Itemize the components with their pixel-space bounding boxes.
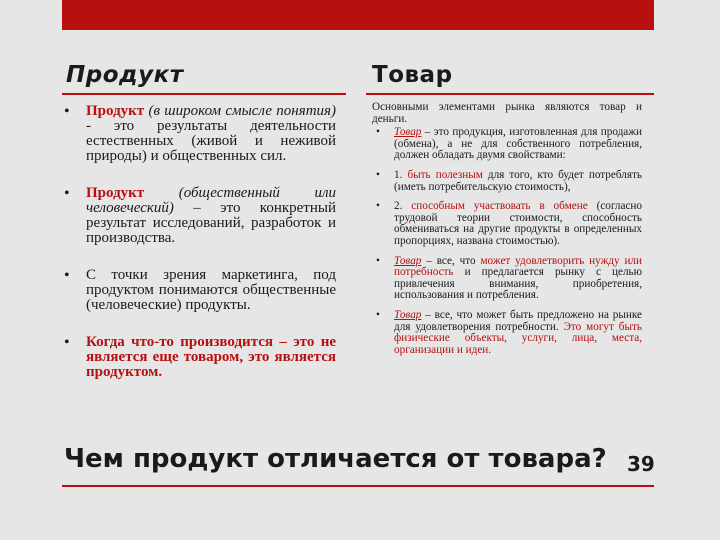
top-accent-bar [62,0,654,30]
slide-title: Чем продукт отличается от товара? [64,444,607,474]
left-list-item [64,104,336,164]
item-number: 2. [394,200,412,213]
right-column-title: Товар [372,62,453,88]
left-column-title: Продукт [66,62,184,88]
bullet-icon: • [64,267,70,284]
definition: – это конкретный результат исследований, разработок и производства. [86,200,336,246]
highlight: быть полезным [407,168,483,181]
bullet-icon: • [64,103,70,120]
highlight: может удовлетворить нужду или потребность [394,254,642,279]
definition: (согласно трудовой теории стоимости, способность обмениваться на другие продукты в определенных пропорциях, названа стоимостью). [394,200,642,247]
highlight: Это могут быть физические объекты, услуги, лица, места, организации и идеи. [394,320,642,356]
intro-text: Основными элементами рынка являются товар и деньги. [372,101,642,125]
bullet-icon: • [376,126,380,139]
bullet-icon: • [376,200,380,213]
definition: С точки зрения маркетинга, под продуктом понимаются общественные (человеческие) продукты. [86,267,336,313]
left-list [64,104,336,380]
left-list-item [64,268,336,313]
right-list-item [372,170,642,193]
page-number: 39 [627,452,655,476]
bullet-icon: • [64,185,70,202]
bullet-icon: • [376,254,380,267]
term-qualifier: (в широком смысле понятия) [144,103,336,119]
right-list [372,127,642,356]
highlight: способным участвовать в обмене [411,200,588,213]
bullet-icon: • [376,168,380,181]
term: Продукт [86,185,145,201]
term-qualifier: (общественный или человеческий) [86,185,336,216]
definition: – все, что [421,254,481,267]
definition: – это продукция, изготовленная для продажи (обмена), а не для собственного потребления, должен обладать двумя свойствами: [394,126,642,162]
left-list-item [64,335,336,380]
definition: - это результаты деятельности естественных (живой и неживой природы) и общественных сил. [86,118,336,164]
term: Товар [394,254,422,267]
term: Товар [394,308,422,321]
right-list-item [372,201,642,247]
right-list-item [372,256,642,302]
right-column [372,102,642,364]
footer-rule [62,485,654,487]
conclusion: Когда что-то производится – это не является еще товаром, это является продуктом. [86,334,336,380]
right-list-item [372,127,642,162]
left-title-rule [62,93,346,95]
bullet-icon: • [376,308,380,321]
definition: – все, что может быть предложено на рынке для удовлетворения потребности. [394,308,642,333]
bullet-icon: • [64,334,70,351]
left-column [64,104,336,402]
term: Продукт [86,103,145,119]
definition-tail: и предлагается рынку с целью привлечения внимания, приобретения, использования и потребления. [394,266,642,302]
right-list-item [372,310,642,356]
term: Товар [394,126,422,139]
left-list-item [64,186,336,246]
right-title-rule [366,93,654,95]
definition: для того, кто будет потреблять (иметь потребительскую стоимость), [394,168,643,193]
item-number: 1. [394,168,408,181]
